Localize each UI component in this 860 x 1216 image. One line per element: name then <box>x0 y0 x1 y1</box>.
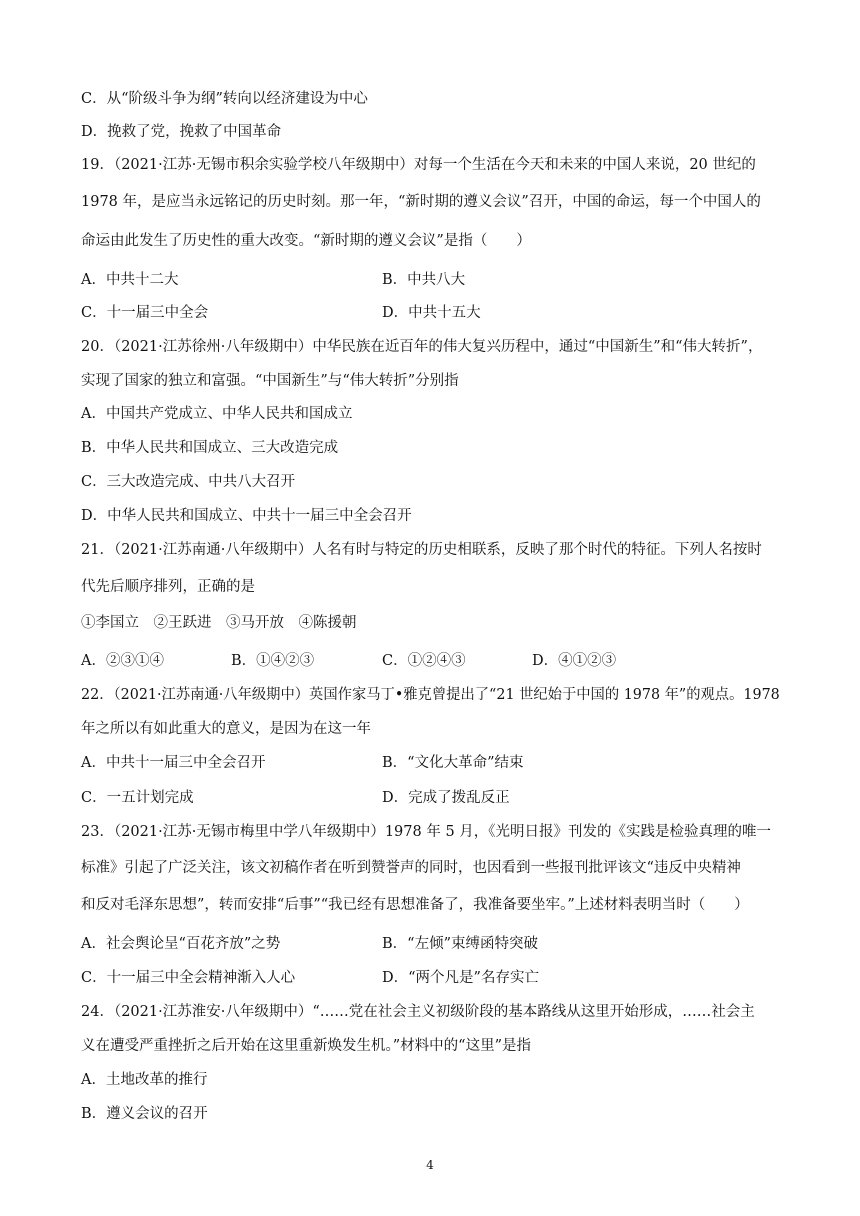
q24-stem-line1: 24．（2021·江苏淮安·八年级期中）“……党在社会主义初级阶段的基本路线从这里开始形成，……社会主 <box>81 1004 755 1020</box>
q22-option-b: B．“文化大革命”结束 <box>382 755 524 771</box>
q23-stem-line1: 23．（2021·江苏·无锡市梅里中学八年级期中）1978 年 5 月，《光明日报》刊发的《实践是检验真理的唯一 <box>81 824 772 840</box>
q19-stem-line3: 命运由此发生了历史性的重大改变。“新时期的遵义会议”是指（ ） <box>81 233 531 249</box>
q19-option-b: B．中共八大 <box>382 272 466 288</box>
q19-option-a: A．中共十二大 <box>81 272 179 288</box>
q22-stem-line2: 年之所以有如此重大的意义，是因为在这一年 <box>81 721 371 737</box>
q21-option-d: D．④①②③ <box>532 653 617 669</box>
q20-option-a: A．中国共产党成立、中华人民共和国成立 <box>81 406 353 422</box>
q22-stem-line1: 22．（2021·江苏南通·八年级期中）英国作家马丁•雅克曾提出了“21 世纪始于中国的 1978 年”的观点。1978 <box>81 687 780 703</box>
q21-stem-line2: 代先后顺序排列，正确的是 <box>81 579 255 595</box>
q23-option-b: B．“左倾”束缚函特突破 <box>382 936 538 952</box>
prev-question-option-d: D．挽救了党，挽救了中国革命 <box>81 124 282 140</box>
q22-option-d: D．完成了拨乱反正 <box>382 790 510 806</box>
q19-option-c: C．十一届三中全会 <box>81 305 209 321</box>
q24-stem-line2: 义在遭受严重挫折之后开始在这里重新焕发生机。”材料中的“这里”是指 <box>81 1038 531 1054</box>
q20-stem-line2: 实现了国家的独立和富强。“中国新生”与“伟大转折”分别指 <box>81 373 459 389</box>
q24-option-a: A．土地改革的推行 <box>81 1072 208 1088</box>
q21-option-c: C．①②④③ <box>382 653 466 669</box>
q22-option-a: A．中共十一届三中全会召开 <box>81 755 266 771</box>
q20-option-c: C．三大改造完成、中共八大召开 <box>81 474 296 490</box>
page-number: 4 <box>426 1158 434 1172</box>
q21-names: ①李国立 ②王跃进 ③马开放 ④陈援朝 <box>81 615 357 631</box>
q23-option-d: D．“两个凡是”名存实亡 <box>382 970 539 986</box>
q20-stem-line1: 20．（2021·江苏徐州·八年级期中）中华民族在近百年的伟大复兴历程中，通过“中国新生”和“伟大转折”， <box>81 339 763 355</box>
q22-option-c: C．一五计划完成 <box>81 790 194 806</box>
q23-stem-line3: 和反对毛泽东思想”，转而安排“后事”“我已经有思想准备了，我准备要坐牢。”上述材料表明当时（ ） <box>81 897 749 913</box>
q23-option-c: C．十一届三中全会精神渐入人心 <box>81 970 296 986</box>
q19-stem-line1: 19．（2021·江苏·无锡市积余实验学校八年级期中）对每一个生活在今天和未来的中国人来说，20 世纪的 <box>81 157 756 173</box>
q19-option-d: D．中共十五大 <box>382 305 481 321</box>
q24-option-b: B．遵义会议的召开 <box>81 1106 208 1122</box>
q21-stem-line1: 21．（2021·江苏南通·八年级期中）人名有时与特定的历史相联系，反映了那个时代的特征。下列人名按时 <box>81 542 762 558</box>
q20-option-b: B．中华人民共和国成立、三大改造完成 <box>81 440 339 456</box>
q20-option-d: D．中华人民共和国成立、中共十一届三中全会召开 <box>81 508 412 524</box>
q23-option-a: A．社会舆论呈“百花齐放”之势 <box>81 936 281 952</box>
prev-question-option-c: C．从“阶级斗争为纲”转向以经济建设为中心 <box>81 91 368 107</box>
q23-stem-line2: 标准》引起了广泛关注，该文初稿作者在听到赞誉声的同时，也因看到一些报刊批评该文“违反中央精神 <box>81 860 741 876</box>
q21-option-a: A．②③①④ <box>81 653 164 669</box>
q21-option-b: B．①④②③ <box>231 653 315 669</box>
q19-stem-line2: 1978 年，是应当永远铭记的历史时刻。那一年，“新时期的遵义会议”召开，中国的命运，每一个中国人的 <box>81 194 761 210</box>
